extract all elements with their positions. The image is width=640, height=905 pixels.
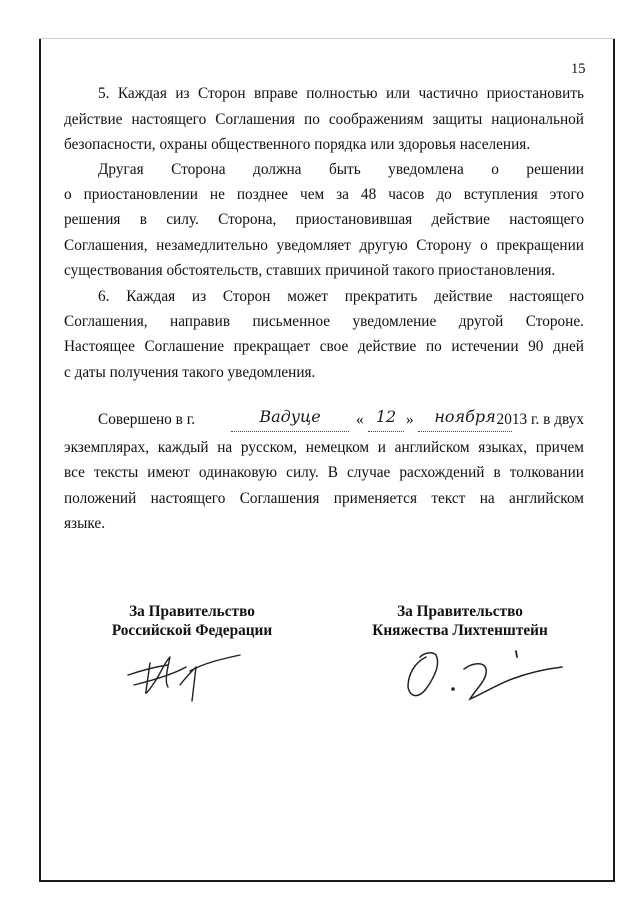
quote-close: » xyxy=(406,411,414,428)
handwritten-day: 12 xyxy=(368,407,404,432)
page-border-top xyxy=(39,38,615,39)
signature-liechtenstein xyxy=(396,645,566,707)
signatory-russia xyxy=(96,602,288,640)
signatory-liechtenstein xyxy=(362,602,558,640)
concluded-suffix: 2013 г. в двух xyxy=(496,411,584,428)
signature-russia xyxy=(120,645,250,705)
paragraph-6-line: Соглашения, направив письменное уведомление другой Стороне. xyxy=(64,313,584,330)
paragraph-notice-line: Соглашения, незамедлительно уведомляет другую Сторону о прекращении xyxy=(64,237,584,254)
closing-line: экземплярах, каждый на русском, немецком и английском языках, причем xyxy=(64,439,584,456)
closing-line: все тексты имеют одинаковую силу. В случае расхождений в толковании xyxy=(64,464,584,481)
quote-open: « xyxy=(356,411,364,428)
paragraph-5-line: действие настоящего Соглашения по соображениям защиты национальной xyxy=(64,111,584,128)
paragraph-6-line: Настоящее Соглашение прекращает свое действие по истечении 90 дней xyxy=(64,338,584,355)
signatory-liechtenstein-line2: Княжества Лихтенштейн xyxy=(372,622,548,639)
closing-line: положений настоящего Соглашения применяется текст на английском xyxy=(64,490,584,507)
closing-line: языке. xyxy=(64,515,106,532)
paragraph-5-line: 5. Каждая из Сторон вправе полностью или частично приостановить xyxy=(98,85,584,102)
handwritten-city: Вадуце xyxy=(231,407,349,432)
paragraph-notice-line: Другая Сторона должна быть уведомлена о решении xyxy=(98,161,584,178)
handwritten-month: ноября xyxy=(418,407,512,432)
signatory-russia-line2: Российской Федерации xyxy=(111,622,273,639)
signatory-liechtenstein-line1: За Правительство xyxy=(397,603,523,620)
concluded-line xyxy=(64,407,584,433)
paragraph-notice-line: о приостановлении не позднее чем за 48 часов до вступления этого xyxy=(64,186,584,203)
paragraph-5-line: безопасности, охраны общественного порядка или здоровья населения. xyxy=(64,136,531,153)
concluded-prefix: Совершено в г. xyxy=(98,411,196,428)
paragraph-6-line: с даты получения такого уведомления. xyxy=(64,364,316,381)
paragraph-notice-line: существования обстоятельств, ставших причиной такого приостановления. xyxy=(64,262,556,279)
paragraph-6-line: 6. Каждая из Сторон может прекратить действие настоящего xyxy=(98,288,584,305)
page-number: 15 xyxy=(571,61,586,77)
paragraph-notice-line: решения в силу. Сторона, приостановившая действие настоящего xyxy=(64,211,584,228)
signatory-russia-line1: За Правительство xyxy=(129,603,255,620)
